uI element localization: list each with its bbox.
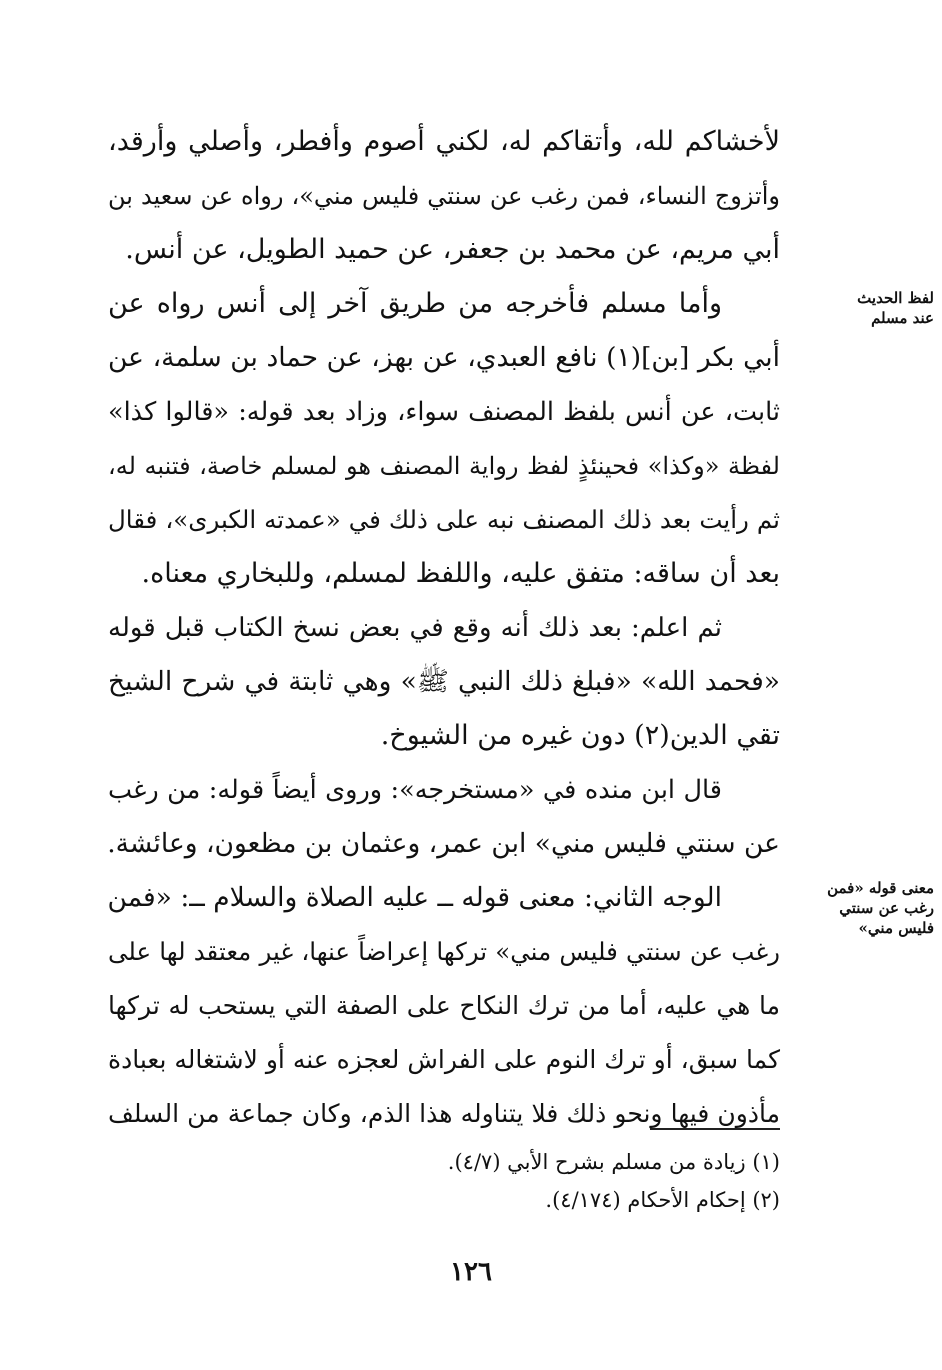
body-line: مأذون فيها ونحو ذلك فلا يتناوله هذا الذم، وكان جماعة من السلف	[108, 1099, 780, 1128]
side-note-line: عند مسلم	[871, 309, 934, 327]
body-line: أبي بكر [بن](١) نافع العبدي، عن بهز، عن حماد بن سلمة، عن	[108, 342, 781, 373]
side-note	[827, 878, 934, 938]
body-line: ثابت، عن أنس بلفظ المصنف سواء، وزاد بعد قوله: «قالوا كذا»	[108, 397, 780, 427]
body-line: وأما مسلم فأخرجه من طريق آخر إلى أنس رواه عن	[108, 288, 722, 319]
body-line: وأتزوج النساء، فمن رغب عن سنتي فليس مني»، رواه عن سعيد بن	[108, 182, 780, 210]
body-line: بعد أن ساقه: متفق عليه، واللفظ لمسلم، وللبخاري معناه.	[141, 558, 780, 589]
body-line: رغب عن سنتي فليس مني» تركها إعراضاً عنها، غير معتقد لها على	[108, 937, 780, 966]
body-line: أبي مريم، عن محمد بن جعفر، عن حميد الطويل، عن أنس.	[125, 234, 780, 265]
page-number: ١٢٦	[450, 1257, 492, 1287]
footnote: (١) زيادة من مسلم بشرح الأبي (٤/٧).	[447, 1150, 780, 1174]
body-line: الوجه الثاني: معنى قوله ــ عليه الصلاة والسلام ــ: «فمن	[107, 882, 722, 913]
side-note-line: معنى قوله «فمن	[827, 879, 934, 897]
body-line: ثم اعلم: بعد ذلك أنه وقع في بعض نسخ الكتاب قبل قوله	[108, 613, 722, 643]
body-line: عن سنتي فليس مني» ابن عمر، وعثمان بن مظعون، وعائشة.	[107, 828, 780, 859]
side-note-line: لفظ الحديث	[857, 289, 934, 307]
body-line: لأخشاكم لله، وأتقاكم له، لكني أصوم وأفطر، وأصلي وأرقد،	[108, 126, 780, 157]
side-note-line: فليس مني»	[858, 919, 934, 937]
body-line: تقي الدين(٢) دون غيره من الشيوخ.	[380, 720, 780, 751]
footnote: (٢) إحكام الأحكام (٤/١٧٤).	[545, 1188, 780, 1212]
side-note	[857, 288, 934, 328]
footnote-separator	[650, 1128, 780, 1130]
body-line: ما هي عليه، أما من ترك النكاح على الصفة التي يستحب له تركها	[108, 991, 780, 1020]
side-note-line: رغب عن سنتي	[839, 899, 934, 917]
body-line: «فحمد الله» «فبلغ ذلك النبي ﷺ» وهي ثابتة في شرح الشيخ	[108, 666, 780, 697]
body-line: لفظة «وكذا» فحينئذٍ لفظ رواية المصنف هو لمسلم خاصة، فتنبه له،	[108, 452, 780, 480]
body-line: قال ابن منده في «مستخرجه»: وروى أيضاً قوله: من رغب	[108, 775, 722, 805]
body-line: ثم رأيت بعد ذلك المصنف نبه على ذلك في «عمدته الكبرى»، فقال	[108, 505, 780, 534]
body-line: كما سبق، أو ترك النوم على الفراش لعجزه عنه أو لاشتغاله بعبادة	[108, 1045, 780, 1074]
